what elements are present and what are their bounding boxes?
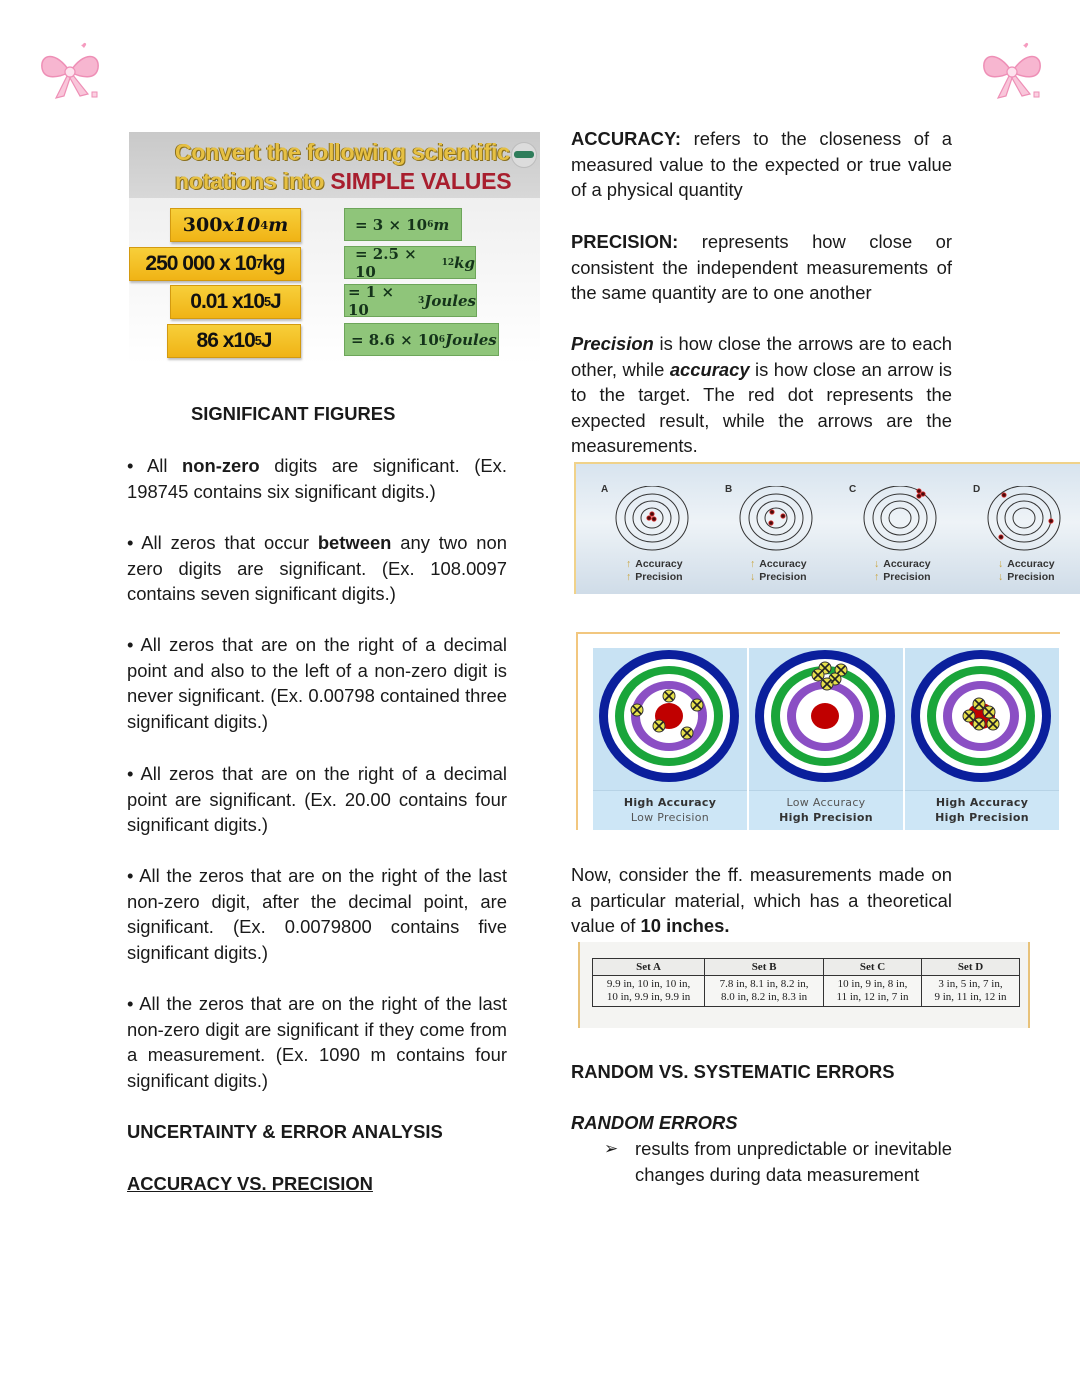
given-value-4: 86 x10 5 J	[167, 324, 301, 358]
precision-term: PRECISION:	[571, 231, 679, 252]
down-arrow-icon: ↓	[998, 558, 1004, 570]
up-arrow-icon: ↑	[626, 558, 632, 570]
accuracy-label: Accuracy	[1007, 558, 1055, 570]
table-row	[593, 976, 1020, 1007]
bullseye-icon	[749, 648, 903, 790]
title-line-2	[175, 167, 535, 196]
sig-fig-rule-1	[127, 453, 507, 504]
header-set-a: Set A	[593, 959, 705, 976]
precision-label: Precision	[1007, 571, 1055, 583]
accuracy-definition	[571, 126, 952, 203]
answer-prefix: = 2.5 × 10	[355, 244, 417, 281]
caption-line-2: Low Precision	[630, 811, 710, 824]
table-header-row	[593, 959, 1020, 976]
header-set-c: Set C	[824, 959, 922, 976]
cell-line: 8.0 in, 8.2 in, 8.3 in	[720, 991, 808, 1003]
target-d	[948, 464, 1072, 594]
target-rings-icon	[738, 486, 814, 556]
random-vs-systematic-heading: RANDOM VS. SYSTEMATIC ERRORS	[571, 1061, 895, 1082]
answer-unit: kg	[454, 253, 475, 272]
caption-line-1: High Accuracy	[935, 796, 1029, 809]
header-set-d: Set D	[922, 959, 1020, 976]
title-highlight: SIMPLE VALUES	[330, 168, 512, 194]
answer-value-2: = 2.5 × 10 12 kg	[344, 246, 476, 279]
pink-bow-icon	[34, 36, 106, 108]
target-high-accuracy-high-precision	[905, 648, 1059, 830]
cell-line: 3 in, 5 in, 7 in,	[938, 978, 1003, 990]
measurements-table-image	[578, 942, 1030, 1028]
target-caption	[749, 790, 903, 830]
target-caption	[593, 790, 747, 830]
precision-term-italic: Precision	[571, 333, 654, 354]
caption-line-1: High Accuracy	[623, 796, 717, 809]
target-letter: C	[849, 484, 857, 495]
random-errors-bullet	[604, 1136, 952, 1187]
sig-fig-rule-2	[127, 530, 507, 607]
pink-bow-icon	[976, 36, 1048, 108]
target-letter: B	[725, 484, 733, 495]
target-a	[576, 464, 700, 594]
accuracy-def-text: refers to the closeness of a measured value to the expected or true value of a physical quantity	[571, 128, 952, 201]
table-cell-set-b	[705, 976, 824, 1007]
cell-line: 9.9 in, 10 in, 10 in,	[606, 978, 691, 990]
title-prefix: notations into	[175, 168, 331, 194]
given-value-2: 250 000 x 10 7 kg	[129, 247, 301, 281]
target-c	[824, 464, 948, 594]
answer-value-1: = 3 × 10 6 m	[344, 208, 462, 241]
up-arrow-icon: ↑	[874, 571, 880, 583]
given-value-1: 300 x10 4 m	[170, 208, 301, 242]
table-cell-set-d	[922, 976, 1020, 1007]
sig-fig-rule-5: • All the zeros that are on the right of the last non-zero digit, after the decimal point, are significant. (Ex. 0.0079800 contains five significant digits.)	[127, 865, 507, 963]
up-arrow-icon: ↑	[626, 571, 632, 583]
arrow-bullet-icon: ➢	[604, 1139, 619, 1158]
random-errors-heading: RANDOM ERRORS	[571, 1112, 738, 1133]
rule-text: • All zeros that occur	[127, 532, 318, 553]
given-base: 300	[182, 214, 223, 236]
rule-bold: non-zero	[182, 455, 260, 476]
answer-unit: m	[433, 215, 450, 234]
theoretical-value: 10 inches.	[640, 915, 730, 937]
uncertainty-heading: UNCERTAINTY & ERROR ANALYSIS	[127, 1121, 443, 1142]
given-x: x10	[222, 214, 261, 236]
accuracy-label: Accuracy	[759, 558, 807, 570]
precision-label: Precision	[759, 571, 807, 583]
table-cell-set-a	[593, 976, 705, 1007]
accuracy-vs-precision-heading: ACCURACY VS. PRECISION	[127, 1173, 373, 1194]
target-letter: A	[601, 484, 609, 495]
logo-badge-icon	[511, 142, 537, 168]
given-unit: J	[260, 329, 272, 352]
accuracy-term: ACCURACY:	[571, 128, 681, 149]
target-rings-icon	[986, 486, 1062, 556]
sig-fig-rule-6: • All the zeros that are on the right of the last non-zero digit are significant if they come from a measurement. (Ex. 1090 m contains four significant digits.)	[127, 993, 507, 1091]
target-rings-icon	[614, 486, 690, 556]
given-base: 0.01 x10	[190, 290, 265, 313]
answer-prefix: = 3 × 10	[355, 215, 428, 234]
significant-figures-heading: SIGNIFICANT FIGURES	[191, 403, 396, 424]
target-b	[700, 464, 824, 594]
answer-prefix: = 1 × 10	[348, 282, 395, 319]
rule-text: • All	[127, 455, 182, 476]
accuracy-label: Accuracy	[635, 558, 683, 570]
down-arrow-icon: ↓	[998, 571, 1004, 583]
precision-label: Precision	[635, 571, 683, 583]
down-arrow-icon: ↓	[874, 558, 880, 570]
precision-def-text: represents how close or consistent the independent measurements of the same quantity are to one another	[571, 231, 952, 304]
given-base: 250 000 x 10	[145, 252, 257, 275]
cell-line: 10 in, 9 in, 8 in,	[837, 978, 908, 990]
precision-label: Precision	[883, 571, 931, 583]
table-cell-set-c	[824, 976, 922, 1007]
measurement-intro-text: Now, consider the ff. measurements made on a particular material, which has a theoretical value of	[571, 864, 952, 937]
rule-text: any two non zero digits are significant. (Ex. 108.0097 contains seven significant digits.)	[127, 532, 507, 605]
conversion-title	[175, 138, 535, 196]
target-low-accuracy-high-precision	[749, 648, 903, 830]
cell-line: 9 in, 11 in, 12 in	[934, 991, 1007, 1003]
accuracy-precision-explanation	[571, 331, 952, 459]
caption-line-2: High Precision	[779, 811, 873, 824]
answer-value-3: = 1 × 10 3 Joules	[344, 284, 477, 317]
caption-line-2: High Precision	[935, 811, 1029, 824]
conversion-exercise-image	[129, 132, 540, 364]
cell-line: 10 in, 9.9 in, 9.9 in	[606, 991, 691, 1003]
answer-value-4: = 8.6 × 10 6 Joules	[344, 323, 499, 356]
up-arrow-icon: ↑	[750, 558, 756, 570]
header-set-b: Set B	[705, 959, 824, 976]
answer-unit: Joules	[445, 330, 497, 349]
precision-definition	[571, 229, 952, 306]
random-errors-text: results from unpredictable or inevitable changes during data measurement	[635, 1138, 952, 1185]
caption-line-1: Low Accuracy	[786, 796, 866, 809]
target-letter: D	[973, 484, 981, 495]
target-high-accuracy-low-precision	[593, 648, 747, 830]
sig-fig-rule-4: • All zeros that are on the right of a decimal point are significant. (Ex. 20.00 contains four significant digits.)	[127, 763, 507, 836]
cell-line: 7.8 in, 8.1 in, 8.2 in,	[719, 978, 809, 990]
accuracy-label: Accuracy	[883, 558, 931, 570]
given-unit: m	[268, 214, 289, 236]
bullseye-icon	[905, 648, 1059, 790]
bullseye-icon	[593, 648, 747, 790]
given-value-3: 0.01 x10 5 J	[170, 285, 301, 319]
answer-prefix: = 8.6 × 10	[351, 330, 439, 349]
rule-bold: between	[317, 532, 392, 553]
target-caption	[905, 790, 1059, 830]
given-unit: J	[270, 290, 281, 313]
cell-line: 11 in, 12 in, 7 in	[836, 991, 909, 1003]
accuracy-term-italic: accuracy	[669, 358, 750, 380]
given-base: 86 x10	[196, 329, 255, 352]
title-line-1: Convert the following scientific	[175, 139, 510, 165]
measurement-intro	[571, 862, 952, 939]
measurements-table	[592, 958, 1020, 1007]
down-arrow-icon: ↓	[750, 571, 756, 583]
explain-text: is how close an arrow is to the target. The red dot represents the expected result, while the arrows are the measurements.	[571, 358, 952, 457]
given-unit: kg	[262, 252, 285, 275]
sig-fig-rule-3: • All zeros that are on the right of a decimal point and also to the left of a non-zero digit is never significant. (Ex. 0.00798 contained three significant digits.)	[127, 634, 507, 732]
explain-text: is how close the arrows are to each other, while	[571, 333, 952, 380]
rule-text: digits are significant. (Ex. 198745 contains six significant digits.)	[127, 455, 507, 502]
accuracy-precision-targets-large	[576, 632, 1060, 830]
answer-unit: Joules	[424, 291, 476, 310]
accuracy-precision-targets-abcd	[574, 462, 1080, 594]
target-rings-icon	[862, 486, 938, 556]
